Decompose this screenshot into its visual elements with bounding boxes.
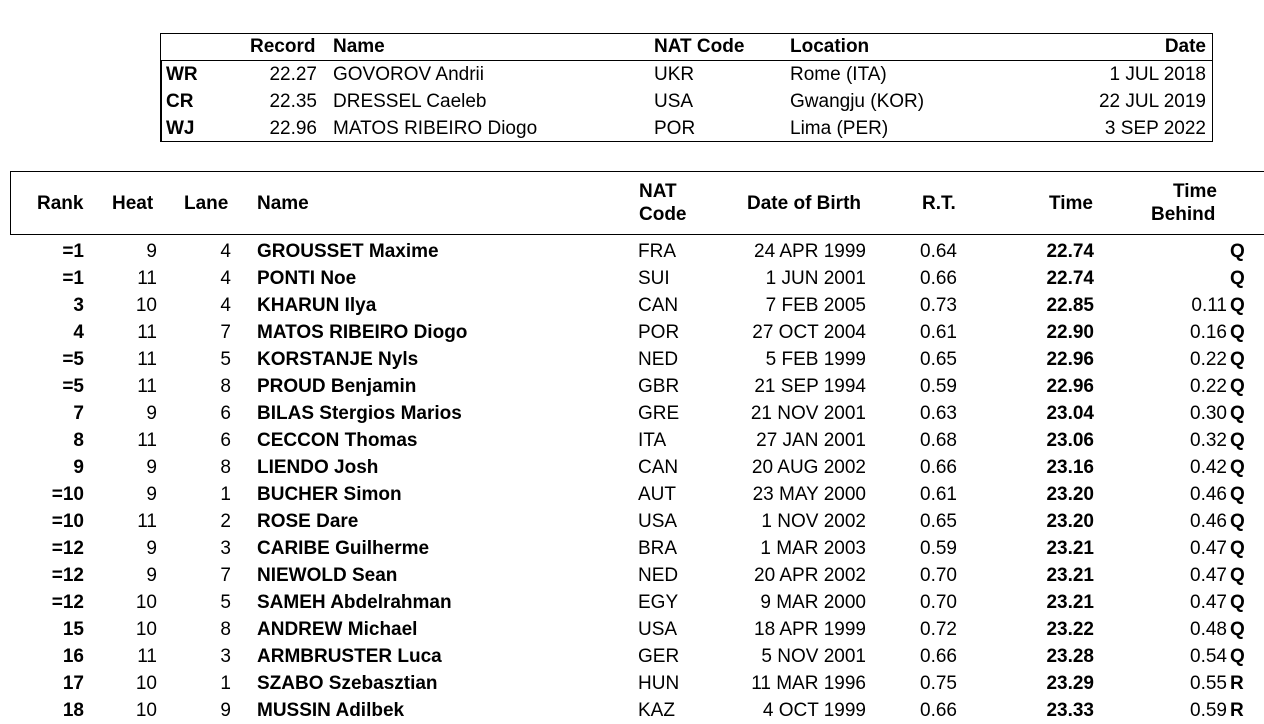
rank-cell: 8 (73, 430, 84, 451)
reaction-time-cell: 0.61 (920, 322, 957, 343)
lane-cell: 7 (220, 565, 231, 586)
qualification-cell: R (1230, 700, 1244, 721)
nat-code-cell: SUI (638, 268, 670, 289)
name-cell: LIENDO Josh (257, 457, 379, 478)
date-of-birth-cell: 9 MAR 2000 (760, 592, 866, 613)
heat-cell: 9 (146, 457, 157, 478)
records-table (160, 33, 1213, 142)
records-header-name: Name (333, 36, 385, 57)
table-row (0, 427, 1264, 454)
nat-code-cell: BRA (638, 538, 678, 559)
lane-cell: 9 (220, 700, 231, 721)
record-nat-code: POR (654, 118, 696, 139)
heat-cell: 9 (146, 538, 157, 559)
records-left-rule (161, 60, 162, 141)
nat-code-cell: KAZ (638, 700, 675, 721)
rank-cell: =12 (51, 565, 84, 586)
table-row (0, 292, 1264, 319)
nat-code-cell: USA (638, 511, 678, 532)
table-row (0, 562, 1264, 589)
name-cell: ARMBRUSTER Luca (257, 646, 442, 667)
nat-code-cell: CAN (638, 295, 679, 316)
nat-code-cell: CAN (638, 457, 679, 478)
heat-cell: 11 (137, 646, 157, 667)
record-type: WR (166, 64, 198, 85)
qualification-cell: Q (1230, 349, 1245, 370)
heat-cell: 11 (137, 376, 157, 397)
header-reaction-time: R.T. (922, 193, 956, 214)
time-cell: 22.96 (1046, 376, 1094, 397)
heat-cell: 10 (135, 619, 157, 640)
time-behind-cell: 0.30 (1190, 403, 1227, 424)
name-cell: NIEWOLD Sean (257, 565, 398, 586)
table-row (0, 535, 1264, 562)
date-of-birth-cell: 20 AUG 2002 (751, 457, 866, 478)
name-cell: SZABO Szebasztian (257, 673, 438, 694)
record-time: 22.27 (269, 64, 317, 85)
lane-cell: 8 (220, 619, 231, 640)
header-time-behind-line2: Behind (1151, 204, 1216, 225)
qualification-cell: Q (1230, 565, 1245, 586)
reaction-time-cell: 0.66 (920, 646, 957, 667)
heat-cell: 11 (137, 511, 157, 532)
heat-cell: 11 (137, 268, 157, 289)
time-behind-cell: 0.46 (1190, 511, 1227, 532)
header-nat-line1: NAT (639, 181, 677, 202)
time-cell: 23.33 (1046, 700, 1094, 721)
heat-cell: 10 (135, 673, 157, 694)
qualification-cell: Q (1230, 484, 1245, 505)
time-cell: 23.21 (1046, 538, 1094, 559)
qualification-cell: Q (1230, 241, 1245, 262)
date-of-birth-cell: 1 MAR 2003 (760, 538, 866, 559)
name-cell: CARIBE Guilherme (257, 538, 430, 559)
time-behind-cell: 0.11 (1191, 295, 1227, 316)
record-nat-code: UKR (654, 64, 695, 85)
reaction-time-cell: 0.70 (920, 565, 957, 586)
table-row (0, 454, 1264, 481)
lane-cell: 8 (220, 376, 231, 397)
reaction-time-cell: 0.68 (920, 430, 957, 451)
rank-cell: =5 (62, 376, 84, 397)
header-lane: Lane (184, 193, 229, 214)
record-type: WJ (166, 118, 195, 139)
date-of-birth-cell: 27 OCT 2004 (752, 322, 866, 343)
date-of-birth-cell: 11 MAR 1996 (751, 673, 866, 694)
time-cell: 22.74 (1046, 268, 1094, 289)
lane-cell: 4 (220, 295, 231, 316)
rank-cell: 7 (73, 403, 84, 424)
reaction-time-cell: 0.65 (920, 511, 957, 532)
date-of-birth-cell: 4 OCT 1999 (762, 700, 866, 721)
reaction-time-cell: 0.75 (920, 673, 957, 694)
rank-cell: =5 (62, 349, 84, 370)
reaction-time-cell: 0.59 (920, 538, 957, 559)
name-cell: MATOS RIBEIRO Diogo (257, 322, 468, 343)
results-header (10, 171, 1264, 235)
rank-cell: =12 (51, 538, 84, 559)
lane-cell: 3 (220, 538, 231, 559)
rank-cell: =10 (51, 511, 84, 532)
time-cell: 23.29 (1046, 673, 1094, 694)
date-of-birth-cell: 1 JUN 2001 (765, 268, 866, 289)
reaction-time-cell: 0.63 (920, 403, 957, 424)
header-rank: Rank (37, 193, 84, 214)
lane-cell: 5 (220, 349, 231, 370)
name-cell: GROUSSET Maxime (257, 241, 439, 262)
record-time: 22.35 (269, 91, 317, 112)
time-cell: 22.85 (1046, 295, 1094, 316)
lane-cell: 6 (220, 403, 231, 424)
reaction-time-cell: 0.64 (920, 241, 957, 262)
lane-cell: 1 (220, 484, 231, 505)
nat-code-cell: AUT (638, 484, 676, 505)
lane-cell: 1 (220, 673, 231, 694)
nat-code-cell: ITA (638, 430, 667, 451)
heat-cell: 9 (146, 241, 157, 262)
reaction-time-cell: 0.59 (920, 376, 957, 397)
reaction-time-cell: 0.73 (920, 295, 957, 316)
date-of-birth-cell: 21 SEP 1994 (754, 376, 866, 397)
header-heat: Heat (112, 193, 154, 214)
table-row (0, 373, 1264, 400)
reaction-time-cell: 0.72 (920, 619, 957, 640)
lane-cell: 7 (220, 322, 231, 343)
table-row (0, 319, 1264, 346)
qualification-cell: R (1230, 673, 1244, 694)
rank-cell: =10 (51, 484, 84, 505)
date-of-birth-cell: 27 JAN 2001 (756, 430, 866, 451)
time-cell: 23.06 (1046, 430, 1094, 451)
record-location: Rome (ITA) (790, 64, 887, 85)
record-holder-name: MATOS RIBEIRO Diogo (333, 118, 538, 139)
record-nat-code: USA (654, 91, 694, 112)
nat-code-cell: FRA (638, 241, 676, 262)
lane-cell: 3 (220, 646, 231, 667)
qualification-cell: Q (1230, 268, 1245, 289)
name-cell: SAMEH Abdelrahman (257, 592, 452, 613)
qualification-cell: Q (1230, 592, 1245, 613)
time-cell: 23.21 (1046, 592, 1094, 613)
name-cell: ANDREW Michael (257, 619, 418, 640)
record-date: 3 SEP 2022 (1104, 118, 1206, 139)
rank-cell: 3 (73, 295, 84, 316)
name-cell: PROUD Benjamin (257, 376, 417, 397)
date-of-birth-cell: 5 FEB 1999 (765, 349, 866, 370)
table-row (0, 481, 1264, 508)
table-row (0, 616, 1264, 643)
record-location: Lima (PER) (790, 118, 889, 139)
qualification-cell: Q (1230, 646, 1245, 667)
time-cell: 23.20 (1046, 484, 1094, 505)
rank-cell: 15 (62, 619, 84, 640)
rank-cell: 9 (73, 457, 84, 478)
table-row (0, 346, 1264, 373)
qualification-cell: Q (1230, 538, 1245, 559)
time-cell: 22.96 (1046, 349, 1094, 370)
heat-cell: 10 (135, 295, 157, 316)
name-cell: CECCON Thomas (257, 430, 418, 451)
table-row (0, 238, 1264, 265)
nat-code-cell: GRE (638, 403, 680, 424)
time-behind-cell: 0.48 (1190, 619, 1227, 640)
lane-cell: 5 (220, 592, 231, 613)
record-date: 22 JUL 2019 (1098, 91, 1206, 112)
rank-cell: 4 (73, 322, 84, 343)
time-cell: 23.16 (1046, 457, 1094, 478)
time-cell: 23.04 (1046, 403, 1094, 424)
time-behind-cell: 0.54 (1190, 646, 1227, 667)
rank-cell: 18 (62, 700, 84, 721)
reaction-time-cell: 0.66 (920, 700, 957, 721)
qualification-cell: Q (1230, 511, 1245, 532)
qualification-cell: Q (1230, 430, 1245, 451)
date-of-birth-cell: 1 NOV 2002 (761, 511, 866, 532)
time-behind-cell: 0.59 (1190, 700, 1227, 721)
time-cell: 22.90 (1046, 322, 1094, 343)
name-cell: BILAS Stergios Marios (257, 403, 462, 424)
qualification-cell: Q (1230, 619, 1245, 640)
nat-code-cell: NED (638, 349, 679, 370)
qualification-cell: Q (1230, 403, 1245, 424)
reaction-time-cell: 0.70 (920, 592, 957, 613)
name-cell: MUSSIN Adilbek (257, 700, 405, 721)
header-time: Time (1049, 193, 1094, 214)
name-cell: PONTI Noe (257, 268, 357, 289)
nat-code-cell: HUN (638, 673, 680, 694)
records-header-location: Location (790, 36, 870, 57)
date-of-birth-cell: 18 APR 1999 (754, 619, 866, 640)
header-date-of-birth: Date of Birth (747, 193, 861, 214)
qualification-cell: Q (1230, 322, 1245, 343)
heat-cell: 10 (135, 700, 157, 721)
lane-cell: 4 (220, 241, 231, 262)
date-of-birth-cell: 21 NOV 2001 (750, 403, 866, 424)
heat-cell: 11 (137, 349, 157, 370)
record-date: 1 JUL 2018 (1109, 64, 1206, 85)
record-time: 22.96 (269, 118, 317, 139)
time-behind-cell: 0.32 (1190, 430, 1227, 451)
time-behind-cell: 0.16 (1190, 322, 1227, 343)
record-holder-name: DRESSEL Caeleb (333, 91, 487, 112)
time-behind-cell: 0.55 (1190, 673, 1227, 694)
name-cell: ROSE Dare (257, 511, 359, 532)
time-cell: 23.28 (1046, 646, 1094, 667)
table-row (0, 643, 1264, 670)
heat-cell: 11 (137, 430, 157, 451)
reaction-time-cell: 0.66 (920, 457, 957, 478)
lane-cell: 2 (220, 511, 231, 532)
time-cell: 23.20 (1046, 511, 1094, 532)
records-header-date: Date (1164, 36, 1206, 57)
time-behind-cell: 0.22 (1190, 349, 1227, 370)
time-cell: 22.74 (1046, 241, 1094, 262)
heat-cell: 9 (146, 484, 157, 505)
rank-cell: =12 (51, 592, 84, 613)
name-cell: BUCHER Simon (257, 484, 402, 505)
qualification-cell: Q (1230, 376, 1245, 397)
header-time-behind-line1: Time (1173, 181, 1218, 202)
heat-cell: 10 (135, 592, 157, 613)
heat-cell: 9 (146, 565, 157, 586)
table-row (0, 508, 1264, 535)
table-row (0, 400, 1264, 427)
qualification-cell: Q (1230, 457, 1245, 478)
records-header-record: Record (250, 36, 316, 57)
table-row (0, 265, 1264, 292)
records-header-nat: NAT Code (654, 36, 745, 57)
rank-cell: 16 (62, 646, 84, 667)
nat-code-cell: NED (638, 565, 679, 586)
heat-cell: 9 (146, 403, 157, 424)
nat-code-cell: GER (638, 646, 680, 667)
name-cell: KHARUN Ilya (257, 295, 377, 316)
time-behind-cell: 0.42 (1190, 457, 1227, 478)
rank-cell: 17 (62, 673, 84, 694)
time-behind-cell: 0.22 (1190, 376, 1227, 397)
nat-code-cell: EGY (638, 592, 679, 613)
table-row (0, 589, 1264, 616)
rank-cell: =1 (62, 268, 84, 289)
time-behind-cell: 0.47 (1190, 592, 1227, 613)
table-row (0, 670, 1264, 697)
time-behind-cell: 0.47 (1190, 538, 1227, 559)
time-behind-cell: 0.46 (1190, 484, 1227, 505)
lane-cell: 8 (220, 457, 231, 478)
reaction-time-cell: 0.66 (920, 268, 957, 289)
record-location: Gwangju (KOR) (790, 91, 925, 112)
rank-cell: =1 (62, 241, 84, 262)
name-cell: KORSTANJE Nyls (257, 349, 419, 370)
time-cell: 23.21 (1046, 565, 1094, 586)
date-of-birth-cell: 24 APR 1999 (754, 241, 866, 262)
time-cell: 23.22 (1046, 619, 1094, 640)
nat-code-cell: GBR (638, 376, 680, 397)
date-of-birth-cell: 23 MAY 2000 (752, 484, 866, 505)
date-of-birth-cell: 20 APR 2002 (754, 565, 866, 586)
time-behind-cell: 0.47 (1190, 565, 1227, 586)
header-nat-line2: Code (639, 204, 687, 225)
reaction-time-cell: 0.65 (920, 349, 957, 370)
reaction-time-cell: 0.61 (920, 484, 957, 505)
lane-cell: 6 (220, 430, 231, 451)
record-holder-name: GOVOROV Andrii (333, 64, 484, 85)
record-type: CR (166, 91, 194, 112)
nat-code-cell: POR (638, 322, 680, 343)
lane-cell: 4 (220, 268, 231, 289)
date-of-birth-cell: 5 NOV 2001 (761, 646, 866, 667)
header-name: Name (257, 193, 309, 214)
heat-cell: 11 (137, 322, 157, 343)
date-of-birth-cell: 7 FEB 2005 (765, 295, 866, 316)
nat-code-cell: USA (638, 619, 678, 640)
qualification-cell: Q (1230, 295, 1245, 316)
